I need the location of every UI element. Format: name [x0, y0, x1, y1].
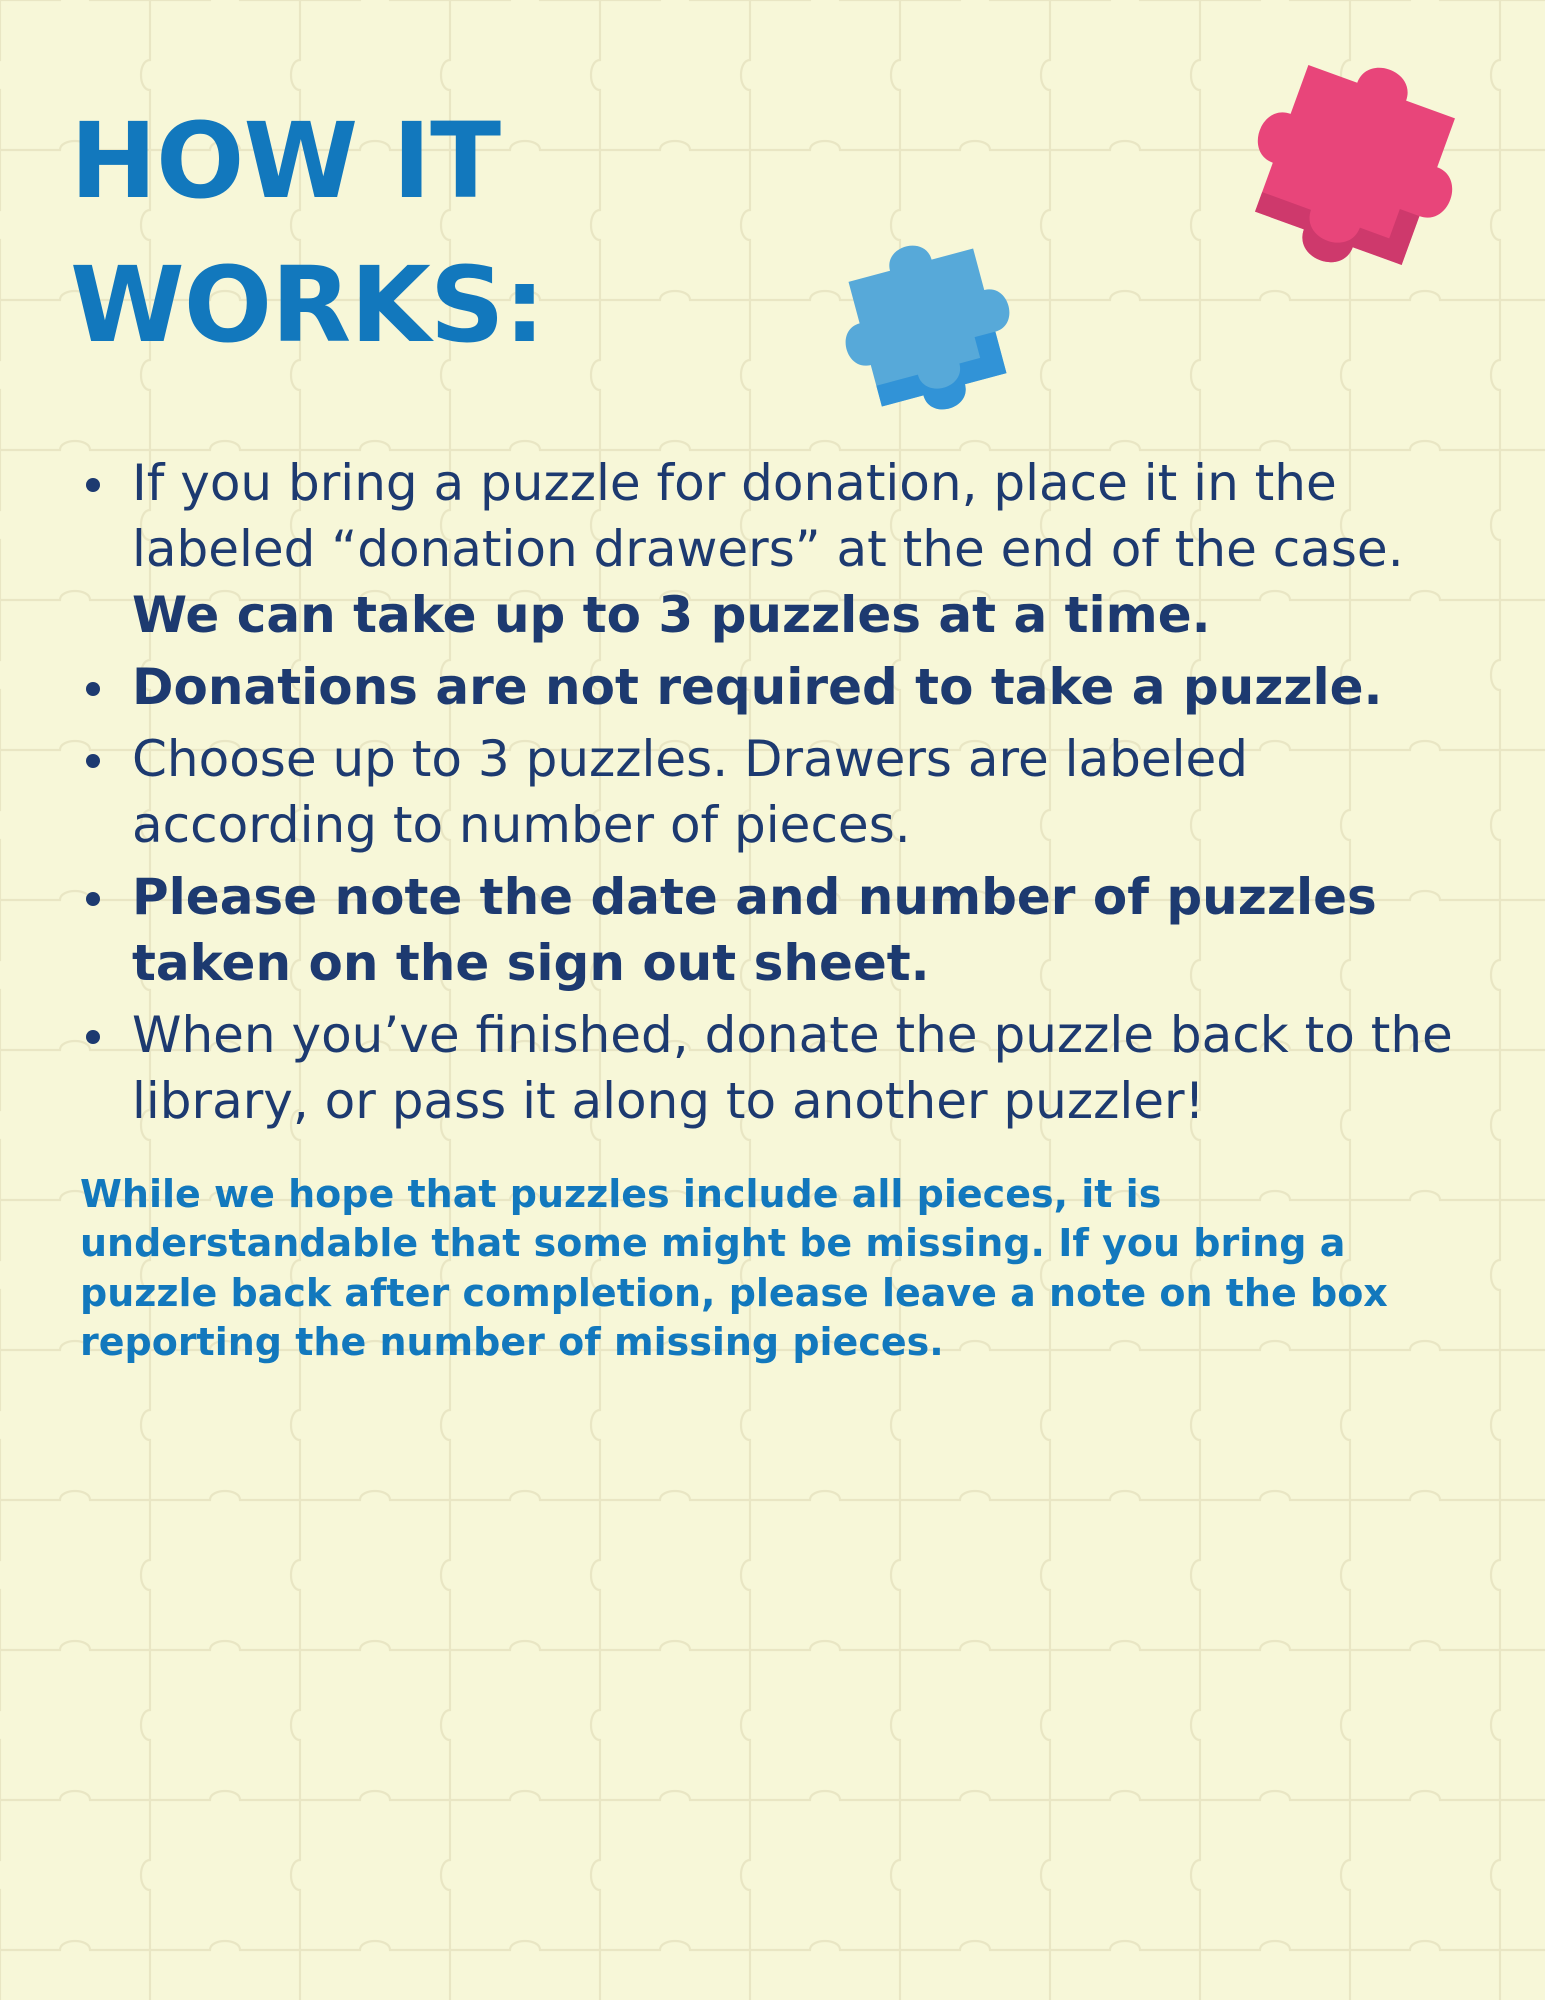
- pink-puzzle-piece-icon: [1225, 35, 1485, 295]
- bullet-dot: [86, 1030, 100, 1044]
- bullet-dot: [86, 754, 100, 768]
- list-item: [70, 1002, 1475, 1134]
- rule-text-normal: Choose up to 3 puzzles. Drawers are labeled according to number of pieces.: [132, 730, 1249, 854]
- rule-text-normal: If you bring a puzzle for donation, place it in the labeled “donation drawers” at the end of the case.: [132, 454, 1404, 578]
- list-item: [70, 726, 1475, 858]
- page-title: HOW IT WORKS:: [70, 100, 545, 366]
- list-item: [70, 864, 1475, 996]
- rule-text-bold: Please note the date and number of puzzles taken on the sign out sheet.: [132, 868, 1377, 992]
- header-section: [70, 90, 1475, 420]
- list-item: [70, 654, 1475, 720]
- blue-puzzle-piece-icon: [820, 220, 1035, 435]
- rule-text-bold: We can take up to 3 puzzles at a time.: [132, 586, 1211, 644]
- bullet-dot: [86, 682, 100, 696]
- rule-text-normal: When you’ve finished, donate the puzzle back to the library, or pass it along to another puzzler!: [132, 1006, 1453, 1130]
- missing-pieces-note: While we hope that puzzles include all pieces, it is understandable that some might be missing. If you bring a puzzle back after completion, please leave a note on the box reporting the number of missing pieces.: [80, 1172, 1388, 1365]
- rule-text-bold: Donations are not required to take a puzzle.: [132, 658, 1383, 716]
- bullet-dot: [86, 478, 100, 492]
- rules-list: [70, 450, 1475, 1134]
- list-item: [70, 450, 1475, 648]
- bullet-dot: [86, 892, 100, 906]
